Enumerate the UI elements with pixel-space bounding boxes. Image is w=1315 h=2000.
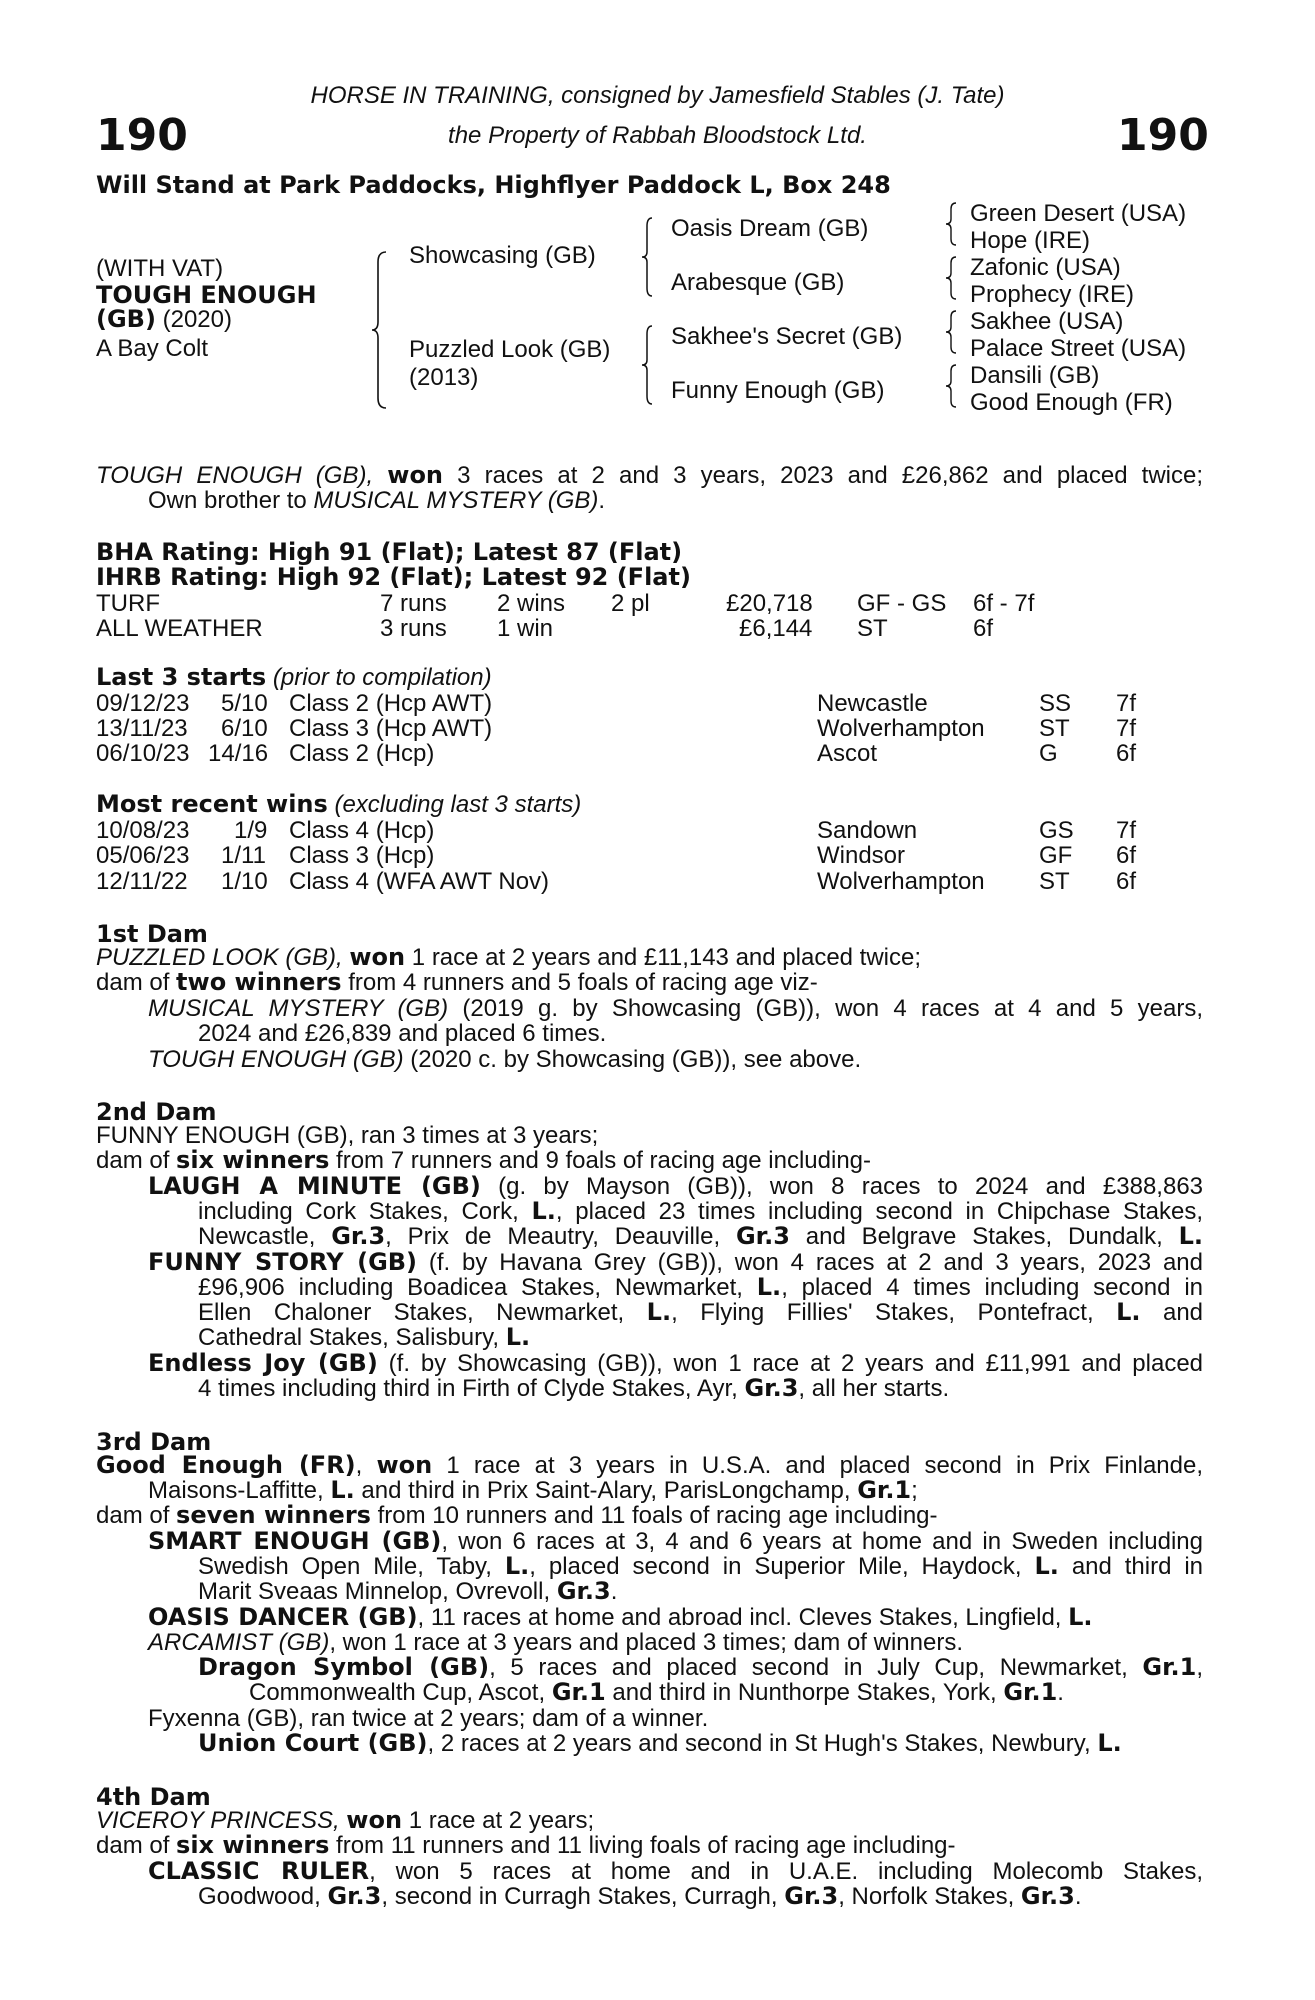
dam2-offspring-line: £96,906 including Boadicea Stakes, Newmarket, L., placed 4 times including second in xyxy=(198,1273,1204,1301)
pedigree-sire: Showcasing (GB) xyxy=(409,242,596,269)
horse-country: (GB) xyxy=(96,305,156,333)
dam3-line: Good Enough (FR), won 1 race at 3 years in U.S.A. and placed second in Prix Finlande, xyxy=(96,1451,1203,1479)
pedigree-g8: Good Enough (FR) xyxy=(970,389,1173,416)
pedigree-brace-g4 xyxy=(946,363,960,409)
pedigree-brace-g1 xyxy=(946,201,960,247)
dam3-offspring-line: SMART ENOUGH (GB), won 6 races at 3, 4 and 6 years at home and in Sweden including xyxy=(148,1527,1203,1555)
recent-wins-heading: Most recent wins (excluding last 3 starts) xyxy=(96,790,582,818)
dam2-offspring-line: Endless Joy (GB) (f. by Showcasing (GB)), won 1 race at 2 years and £11,991 and placed xyxy=(148,1349,1204,1377)
dam3-offspring-line: Commonwealth Cup, Ascot, Gr.1 and third in Nunthorpe Stakes, York, Gr.1. xyxy=(249,1678,1064,1706)
dam2-heading: 2nd Dam xyxy=(96,1098,217,1126)
dam3-offspring-line: Marit Sveaas Minnelop, Ovrevoll, Gr.3. xyxy=(198,1577,618,1605)
pedigree-g2: Hope (IRE) xyxy=(970,227,1091,254)
ihrb-rating: IHRB Rating: High 92 (Flat); Latest 92 (Flat) xyxy=(96,563,691,591)
dam1-offspring-line: TOUGH ENOUGH (GB) (2020 c. by Showcasing (GB)), see above. xyxy=(148,1046,862,1073)
pedigree-g4: Prophecy (IRE) xyxy=(970,281,1135,308)
consignor-line: HORSE IN TRAINING, consigned by Jamesfield Stables (J. Tate) xyxy=(310,82,1005,109)
dam4-offspring-line: Goodwood, Gr.3, second in Curragh Stakes, Curragh, Gr.3, Norfolk Stakes, Gr.3. xyxy=(198,1882,1082,1910)
dam1-line: PUZZLED LOOK (GB), won 1 race at 2 years and £11,143 and placed twice; xyxy=(96,943,922,971)
pedigree-brace-g2 xyxy=(946,255,960,301)
dam3-offspring-line: Swedish Open Mile, Taby, L., placed second in Superior Mile, Haydock, L. and third in xyxy=(198,1552,1204,1580)
lot-number-left: 190 xyxy=(96,110,188,161)
pedigree-g5: Sakhee (USA) xyxy=(970,308,1124,335)
location-line: Will Stand at Park Paddocks, Highflyer Paddock L, Box 248 xyxy=(96,171,891,199)
pedigree-brace-g3 xyxy=(946,309,960,355)
dam3-line: Maisons-Laffitte, L. and third in Prix Saint-Alary, ParisLongchamp, Gr.1; xyxy=(148,1476,918,1504)
dam3-offspring-line: Dragon Symbol (GB), 5 races and placed second in July Cup, Newmarket, Gr.1, xyxy=(198,1653,1203,1681)
dam1-offspring-line: MUSICAL MYSTERY (GB) (2019 g. by Showcasing (GB)), won 4 races at 4 and 5 years, xyxy=(148,995,1203,1022)
pedigree-dam-year: (2013) xyxy=(409,364,479,391)
pedigree-g1: Green Desert (USA) xyxy=(970,200,1187,227)
dam1-heading: 1st Dam xyxy=(96,920,208,948)
dam4-offspring-line: CLASSIC RULER, won 5 races at home and in U.A.E. including Molecomb Stakes, xyxy=(148,1857,1203,1885)
dam2-offspring-line: LAUGH A MINUTE (GB) (g. by Mayson (GB)), won 8 races to 2024 and £388,863 xyxy=(148,1172,1204,1200)
dam3-offspring-line: ARCAMIST (GB), won 1 race at 3 years and placed 3 times; dam of winners. xyxy=(148,1629,963,1656)
dam4-line: VICEROY PRINCESS, won 1 race at 2 years; xyxy=(96,1806,595,1834)
lot-number-right: 190 xyxy=(1117,110,1209,161)
horse-year: (2020) xyxy=(162,306,232,333)
pedigree-dam-sire: Sakhee's Secret (GB) xyxy=(671,323,903,350)
dam3-line: dam of seven winners from 10 runners and 11 foals of racing age including- xyxy=(96,1501,938,1529)
dam2-offspring-line: including Cork Stakes, Cork, L., placed 23 times including second in Chipchase Stakes, xyxy=(198,1197,1203,1225)
dam2-line: dam of six winners from 7 runners and 9 foals of racing age including- xyxy=(96,1146,872,1174)
pedigree-g7: Dansili (GB) xyxy=(970,362,1100,389)
summary-line-2: Own brother to MUSICAL MYSTERY (GB). xyxy=(148,487,606,514)
bha-rating: BHA Rating: High 91 (Flat); Latest 87 (Flat) xyxy=(96,538,683,566)
pedigree-dam: Puzzled Look (GB) xyxy=(409,336,611,363)
dam3-offspring-line: OASIS DANCER (GB), 11 races at home and abroad incl. Cleves Stakes, Lingfield, L. xyxy=(148,1603,1093,1631)
dam2-offspring-line: 4 times including third in Firth of Clyde Stakes, Ayr, Gr.3, all her starts. xyxy=(198,1374,950,1402)
summary-line-1: TOUGH ENOUGH (GB), won 3 races at 2 and 3 years, 2023 and £26,862 and placed twice; xyxy=(96,461,1204,489)
horse-name: TOUGH ENOUGH xyxy=(96,281,317,309)
dam3-heading: 3rd Dam xyxy=(96,1428,212,1456)
dam3-offspring-line: Union Court (GB), 2 races at 2 years and second in St Hugh's Stakes, Newbury, L. xyxy=(198,1729,1122,1757)
last-starts-heading: Last 3 starts (prior to compilation) xyxy=(96,663,492,691)
pedigree-sire-sire: Oasis Dream (GB) xyxy=(671,215,869,242)
dam1-offspring-line: 2024 and £26,839 and placed 6 times. xyxy=(198,1020,607,1047)
pedigree-g6: Palace Street (USA) xyxy=(970,335,1187,362)
property-line: the Property of Rabbah Bloodstock Ltd. xyxy=(448,122,867,149)
pedigree-sire-dam: Arabesque (GB) xyxy=(671,269,845,296)
pedigree-brace-gen1 xyxy=(372,250,392,410)
dam4-heading: 4th Dam xyxy=(96,1783,211,1811)
dam2-offspring-line: Cathedral Stakes, Salisbury, L. xyxy=(198,1323,531,1351)
horse-description: A Bay Colt xyxy=(96,335,209,362)
horse-origin xyxy=(96,307,232,333)
dam1-line: dam of two winners from 4 runners and 5 foals of racing age viz- xyxy=(96,968,818,996)
dam3-offspring-line: Fyxenna (GB), ran twice at 2 years; dam of a winner. xyxy=(148,1705,709,1732)
pedigree-brace-sire xyxy=(642,216,656,298)
dam2-offspring-line: FUNNY STORY (GB) (f. by Havana Grey (GB)), won 4 races at 2 and 3 years, 2023 and xyxy=(148,1248,1203,1276)
pedigree-brace-dam xyxy=(642,324,656,406)
pedigree-dam-dam: Funny Enough (GB) xyxy=(671,377,885,404)
dam2-offspring-line: Ellen Chaloner Stakes, Newmarket, L., Flying Fillies' Stakes, Pontefract, L. and xyxy=(198,1298,1204,1326)
dam2-offspring-line: Newcastle, Gr.3, Prix de Meautry, Deauville, Gr.3 and Belgrave Stakes, Dundalk, L. xyxy=(198,1222,1204,1250)
vat-note: (WITH VAT) xyxy=(96,255,224,282)
dam2-line: FUNNY ENOUGH (GB), ran 3 times at 3 years; xyxy=(96,1122,599,1149)
dam4-line: dam of six winners from 11 runners and 11 living foals of racing age including- xyxy=(96,1831,956,1859)
pedigree-g3: Zafonic (USA) xyxy=(970,254,1121,281)
